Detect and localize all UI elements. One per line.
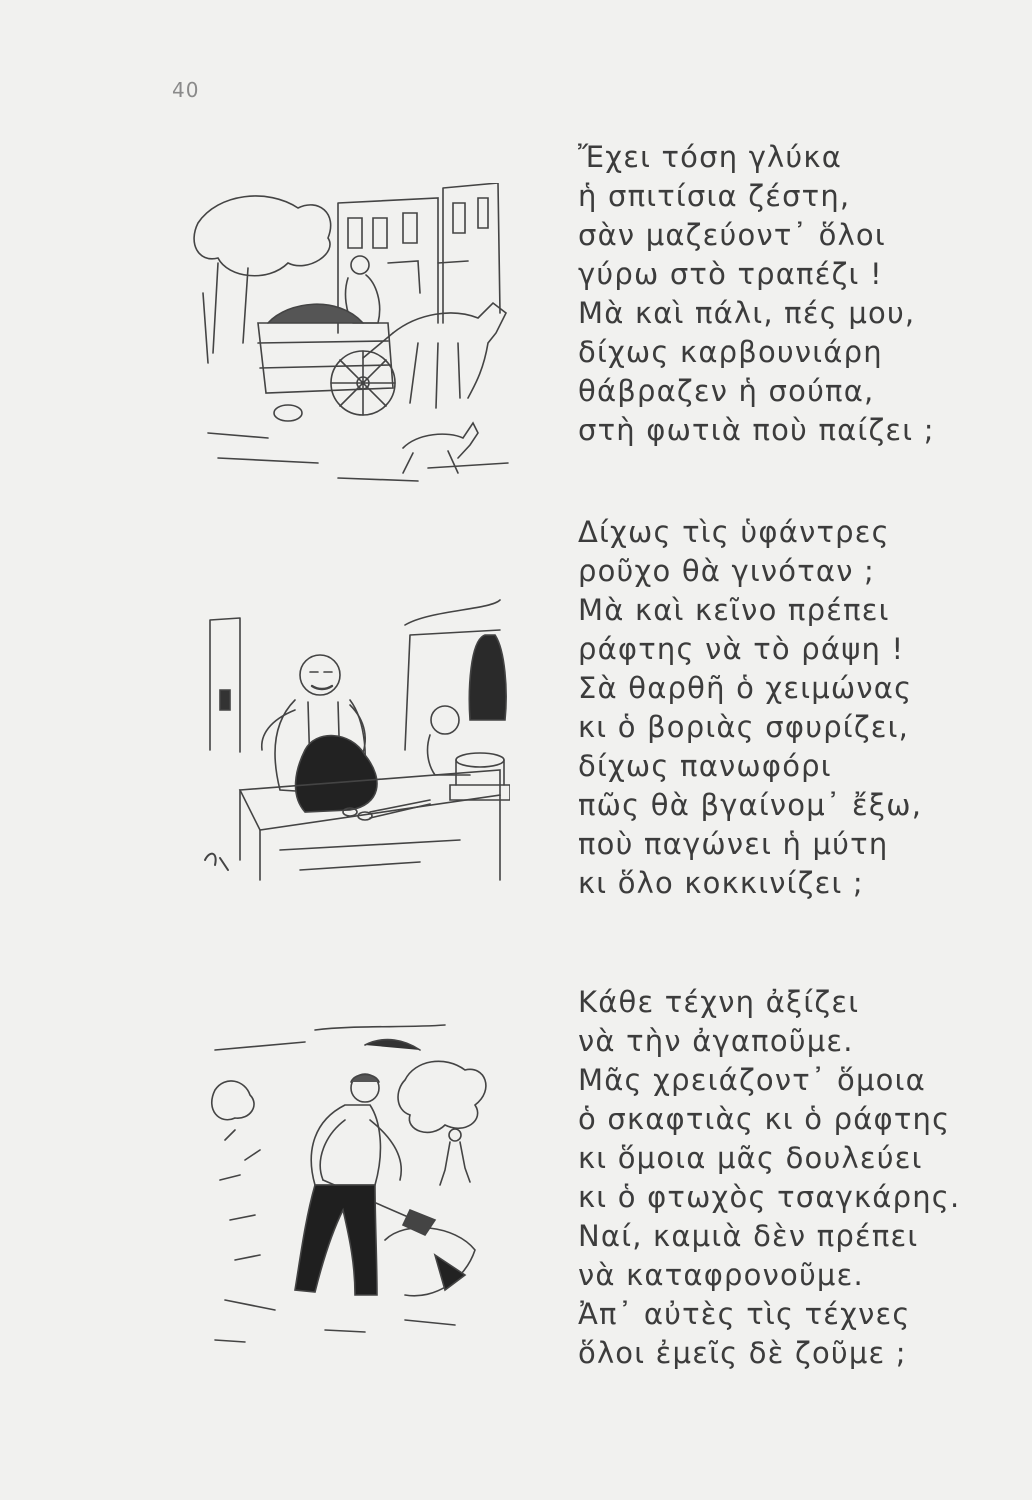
poem-line: νὰ τὴν ἀγαποῦμε. xyxy=(578,1024,854,1058)
stanza-3 xyxy=(578,983,960,1373)
poem-line: Ναί, καμιὰ δὲν πρέπει xyxy=(578,1219,919,1253)
stanza-2 xyxy=(578,513,922,903)
poem-line: Μὰ καὶ κεῖνο πρέπει xyxy=(578,593,890,627)
poem-line: ἡ σπιτίσια ζέστη, xyxy=(578,179,851,213)
poem-line: Κάθε τέχνη ἀξίζει xyxy=(578,985,860,1019)
page-number: 40 xyxy=(172,78,200,102)
poem-line: νὰ καταφρονοῦμε. xyxy=(578,1258,864,1292)
poem-line: Σὰ θαρθῆ ὁ χειμώνας xyxy=(578,671,913,705)
poem-line: δίχως πανωφόρι xyxy=(578,749,832,783)
poem-line: ποὺ παγώνει ἡ μύτη xyxy=(578,827,889,861)
stanza-1 xyxy=(578,138,935,450)
illustration-tailor xyxy=(200,590,510,890)
illustration-digger xyxy=(205,1020,495,1350)
poem-line: κι ὁ φτωχὸς τσαγκάρης. xyxy=(578,1180,961,1214)
poem-line: Ἔχει τόση γλύκα xyxy=(578,140,843,174)
poem-line: Μᾶς χρειάζοντ᾽ ὅμοια xyxy=(578,1063,926,1097)
poem-line: γύρω στὸ τραπέζι ! xyxy=(578,257,883,291)
poem-line: κι ὅλο κοκκινίζει ; xyxy=(578,866,864,900)
poem-line: ροῦχο θὰ γινόταν ; xyxy=(578,554,876,588)
poem-line: δίχως καρβουνιάρη xyxy=(578,335,883,369)
poem-line: στὴ φωτιὰ ποὺ παίζει ; xyxy=(578,413,935,447)
poem-line: ὅλοι ἐμεῖς δὲ ζοῦμε ; xyxy=(578,1336,907,1370)
poem-line: πῶς θὰ βγαίνομ᾽ ἔξω, xyxy=(578,788,923,822)
poem-line: Ἀπ᾽ αὐτὲς τὶς τέχνες xyxy=(578,1297,911,1331)
poem-line: Δίχως τὶς ὑφάντρες xyxy=(578,515,890,549)
poem-line: ὁ σκαφτιὰς κι ὁ ράφτης xyxy=(578,1102,951,1136)
poem-line: Μὰ καὶ πάλι, πές μου, xyxy=(578,296,916,330)
poem-line: κι ὅμοια μᾶς δουλεύει xyxy=(578,1141,923,1175)
poem-line: ράφτης νὰ τὸ ράψη ! xyxy=(578,632,905,666)
poem-line: σὰν μαζεύοντ᾽ ὅλοι xyxy=(578,218,886,252)
poem-line: θάβραζεν ἡ σούπα, xyxy=(578,374,875,408)
illustration-charcoal-cart xyxy=(188,183,518,488)
poem-line: κι ὁ βοριὰς σφυρίζει, xyxy=(578,710,910,744)
